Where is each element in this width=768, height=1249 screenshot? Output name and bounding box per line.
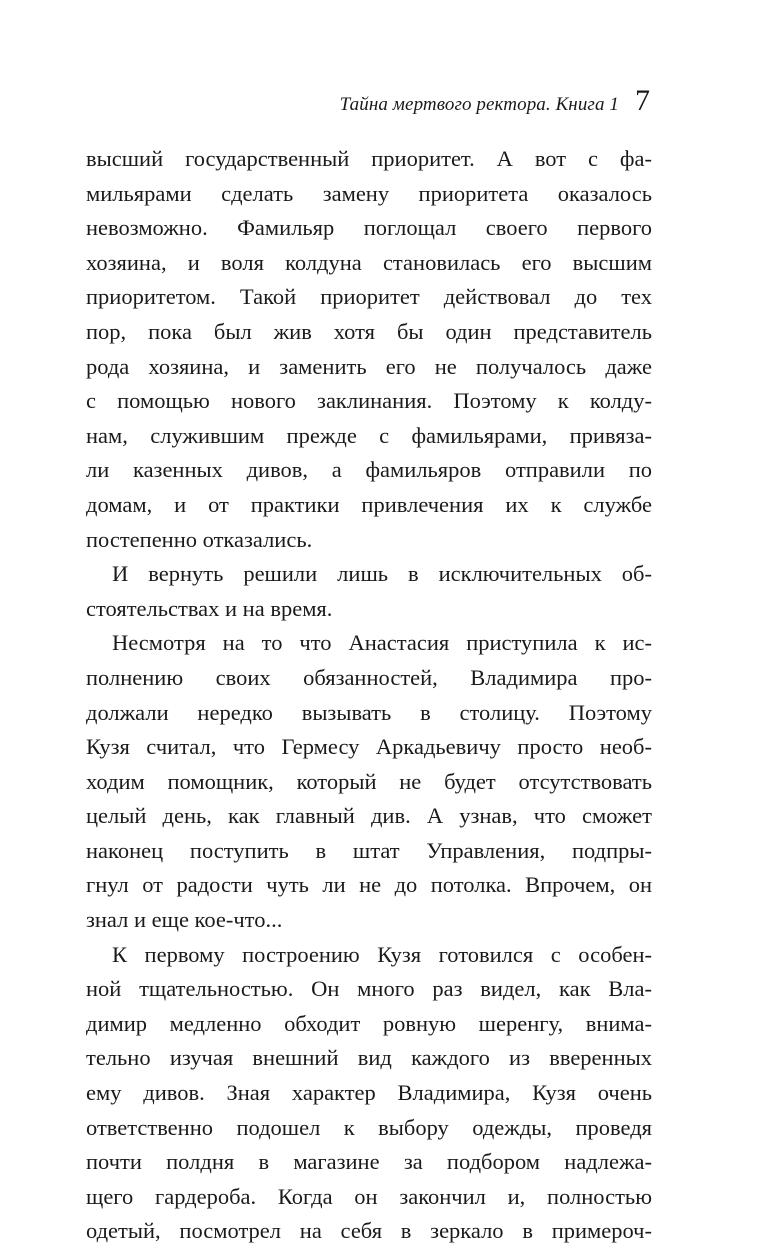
text-line: пор, пока был жив хотя бы один представитель: [86, 318, 652, 344]
text-line: нам, служившим прежде с фамильярами, привяза-: [86, 422, 652, 448]
text-line: домам, и от практики привлечения их к службе: [86, 491, 652, 517]
text-line: мильярами сделать замену приоритета оказалось: [86, 180, 652, 206]
text-line: гнул от радости чуть ли не до потолка. Впрочем, он: [86, 872, 652, 898]
text-line: постепенно отказались.: [86, 526, 313, 552]
text-line: высший государственный приоритет. А вот с фа-: [86, 146, 652, 171]
text-line: щего гардероба. Когда он закончил и, полностью: [86, 1183, 652, 1209]
text-line: целый день, как главный див. А узнав, что сможет: [86, 803, 652, 829]
text-line: И вернуть решили лишь в исключительных об-: [112, 561, 652, 587]
text-line: хозяина, и воля колдуна становилась его высшим: [86, 249, 652, 275]
text-line: ной тщательностью. Он много раз видел, как Вла-: [86, 976, 652, 1002]
page-header: [340, 84, 650, 118]
text-line: ли казенных дивов, а фамильяров отправили по: [86, 457, 652, 483]
text-line: стоятельствах и на время.: [86, 595, 333, 621]
text-line: димир медленно обходит ровную шеренгу, внима-: [86, 1010, 652, 1036]
text-line: Кузя считал, что Гермесу Аркадьевичу просто необ-: [86, 734, 652, 760]
text-line: невозможно. Фамильяр поглощал своего первого: [86, 215, 652, 241]
text-line: полнению своих обязанностей, Владимира про-: [86, 664, 652, 690]
text-line: рода хозяина, и заменить его не получалось даже: [86, 353, 652, 379]
text-line: ему дивов. Зная характер Владимира, Кузя очень: [86, 1080, 652, 1106]
text-line: с помощью нового заклинания. Поэтому к колду-: [86, 388, 652, 414]
text-line: должали нередко вызывать в столицу. Поэтому: [86, 699, 652, 725]
running-title: Тайна мертвого ректора. Книга 1: [339, 94, 619, 115]
body-text: [86, 142, 652, 1249]
text-line: ходим помощник, который не будет отсутствовать: [86, 768, 652, 794]
text-line: Несмотря на то что Анастасия приступила к ис-: [112, 630, 652, 656]
text-line: знал и еще кое-что...: [86, 907, 283, 933]
text-line: тельно изучая внешний вид каждого из вверенных: [86, 1045, 652, 1071]
page-number: 7: [635, 84, 650, 117]
text-line: наконец поступить в штат Управления, подпры-: [86, 837, 652, 863]
text-line: почти полдня в магазине за подбором надлежа-: [86, 1149, 652, 1175]
text-line: приоритетом. Такой приоритет действовал до тех: [86, 284, 652, 310]
text-line: ответственно подошел к выбору одежды, проведя: [86, 1114, 652, 1140]
text-line: одетый, посмотрел на себя в зеркало в примероч-: [86, 1218, 652, 1244]
text-line: К первому построению Кузя готовился с особен-: [112, 941, 652, 967]
